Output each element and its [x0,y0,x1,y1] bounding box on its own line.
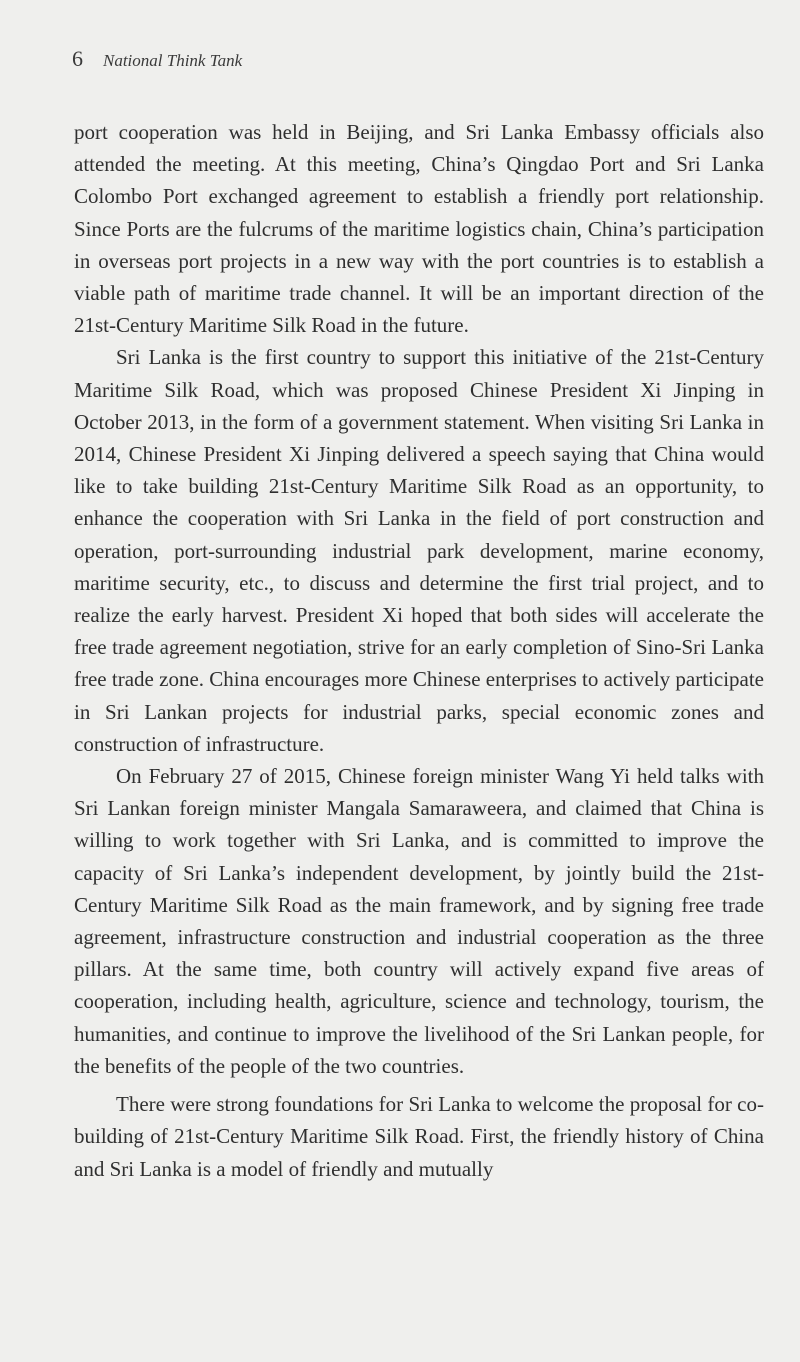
running-title: National Think Tank [103,51,243,70]
paragraph-4: There were strong foundations for Sri Lanka to welcome the proposal for co-building of 21st-Century Maritime Silk Road. First, the friendly history of China and Sri Lanka is a model of friendly and mutually [74,1092,764,1181]
body-text [74,116,764,1185]
paragraph-1: port cooperation was held in Beijing, and Sri Lanka Embassy officials also attended the meeting. At this meeting, China’s Qingdao Port and Sri Lanka Colombo Port exchanged agreement to establish a friendly port relationship. Since Ports are the fulcrums of the maritime logistics chain, China’s participation in overseas port projects in a new way with the port countries is to establish a viable path of maritime trade channel. It will be an important direction of the 21st-Century Maritime Silk Road in the future. [74,120,764,338]
paragraph-2: Sri Lanka is the first country to support this initiative of the 21st-Century Maritime Silk Road, which was proposed Chinese President Xi Jinping in October 2013, in the form of a government statement. When visiting Sri Lanka in 2014, Chinese President Xi Jinping delivered a speech saying that China would like to take building 21st-Century Maritime Silk Road as an opportunity, to enhance the cooperation with Sri Lanka in the field of port construction and operation, port-surrounding industrial park development, marine economy, maritime security, etc., to discuss and determine the first trial project, and to realize the early harvest. President Xi hoped that both sides will accelerate the free trade agreement negotiation, strive for an early completion of Sino-Sri Lanka free trade zone. China encourages more Chinese enterprises to actively participate in Sri Lankan projects for industrial parks, special economic zones and construction of infrastructure. [74,345,764,756]
paragraph-3: On February 27 of 2015, Chinese foreign minister Wang Yi held talks with Sri Lankan foreign minister Mangala Samaraweera, and claimed that China is willing to work together with Sri Lanka, and is committed to improve the capacity of Sri Lanka’s independent development, by jointly build the 21st-Century Maritime Silk Road as the main framework, and by signing free trade agreement, infrastructure construction and industrial cooperation as the three pillars. At the same time, both country will actively expand five areas of cooperation, including health, agriculture, science and technology, tourism, the humanities, and continue to improve the livelihood of the Sri Lankan people, for the benefits of the people of the two countries. [74,764,764,1078]
page-number: 6 [72,46,83,71]
running-head [72,46,242,74]
